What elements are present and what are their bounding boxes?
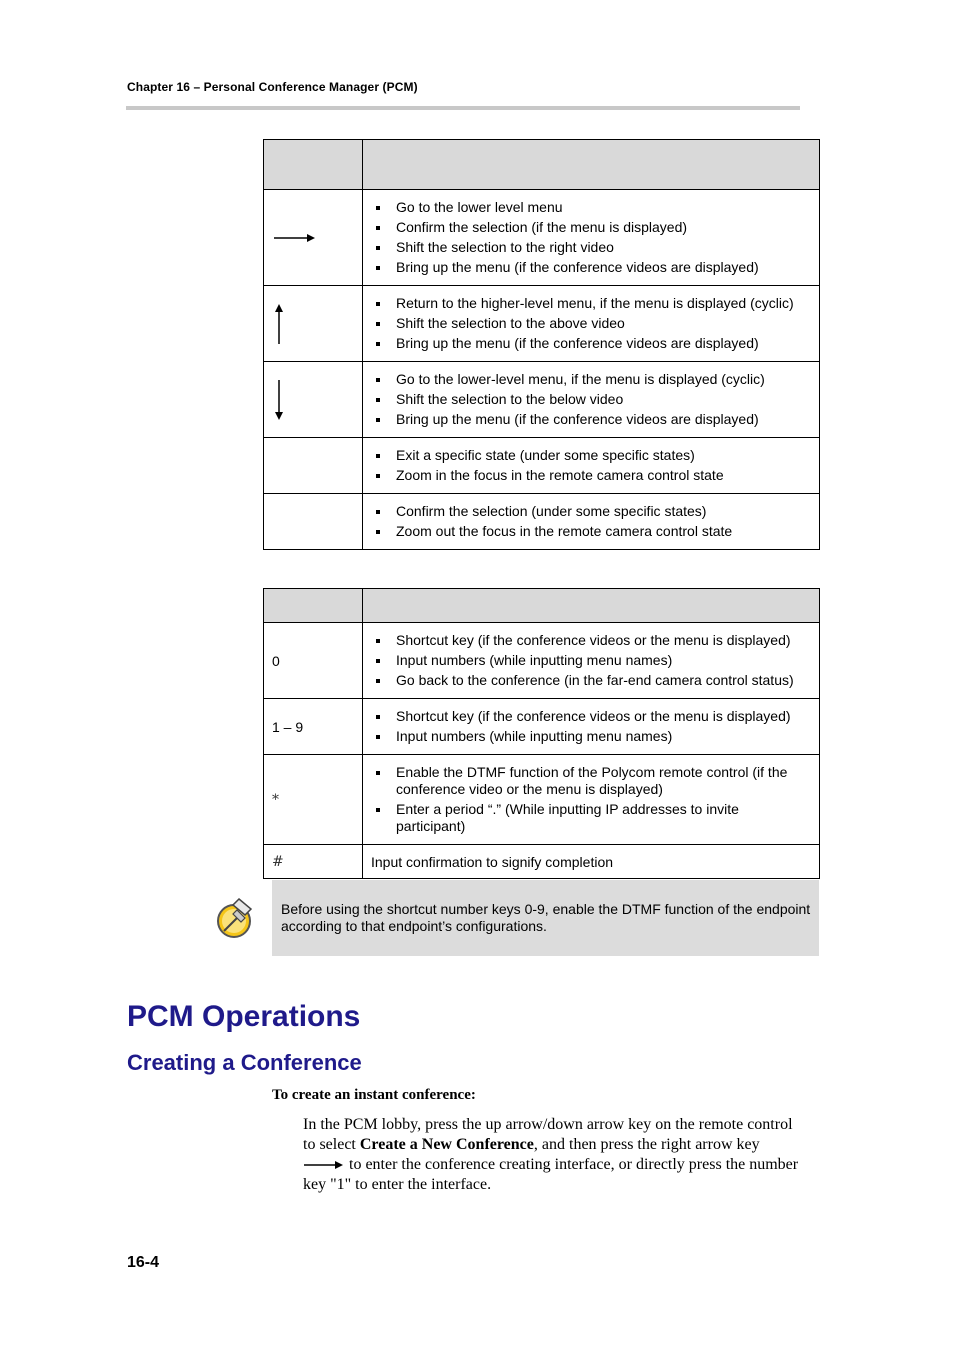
list-item: Input numbers (while inputting menu names): [373, 728, 809, 745]
table-header-description: [363, 589, 820, 623]
list-item: Exit a specific state (under some specific states): [373, 447, 809, 464]
list-item: Input numbers (while inputting menu names): [373, 652, 809, 669]
description-cell: Input confirmation to signify completion: [363, 845, 820, 879]
key-cell: #: [264, 845, 363, 879]
right-arrow-icon: [273, 231, 317, 245]
key-cell: *: [264, 755, 363, 845]
list-item: Return to the higher-level menu, if the menu is displayed (cyclic): [373, 295, 809, 312]
section-title: PCM Operations: [127, 1000, 361, 1033]
table-header-key: [264, 140, 363, 190]
description-cell: [363, 438, 820, 494]
table-header-description: [363, 140, 820, 190]
paragraph-text: , and then press the right arrow key: [533, 1136, 760, 1153]
header-rule: [126, 106, 800, 110]
number-keys-table: [263, 588, 820, 879]
description-cell: [363, 755, 820, 845]
note-text: Before using the shortcut number keys 0-9, enable the DTMF function of the endpoint according to that endpoint’s configurations.: [281, 901, 811, 934]
key-cell: [264, 494, 363, 550]
table-row: [264, 699, 820, 755]
list-item: Bring up the menu (if the conference videos are displayed): [373, 259, 809, 276]
paragraph-bold-text: Create a New Conference: [359, 1136, 534, 1153]
key-cell: [264, 438, 363, 494]
right-arrow-icon: [303, 1159, 345, 1171]
list-item: Zoom out the focus in the remote camera control state: [373, 523, 809, 540]
paragraph-text: to enter the conference creating interface, or directly press the number key "1" to enter the interface.: [303, 1156, 799, 1193]
table-row: [264, 755, 820, 845]
table-row: [264, 362, 820, 438]
list-item: Go to the lower-level menu, if the menu is displayed (cyclic): [373, 371, 809, 388]
table-row: [264, 438, 820, 494]
key-cell: 0: [264, 623, 363, 699]
table-header-key: [264, 589, 363, 623]
paragraph-text: In the PCM lobby, press the up arrow/down arrow key on the remote control to select: [303, 1116, 793, 1153]
page-number: 16-4: [127, 1254, 160, 1271]
table-row: [264, 286, 820, 362]
table-row: [264, 494, 820, 550]
table-row: [264, 190, 820, 286]
subsection-title: Creating a Conference: [127, 1050, 362, 1075]
down-arrow-icon: [272, 378, 286, 422]
list-item: Confirm the selection (under some specific states): [373, 503, 809, 520]
up-arrow-icon: [272, 302, 286, 346]
description-cell: [363, 494, 820, 550]
note-pin-icon: [215, 896, 257, 940]
key-cell: [264, 190, 363, 286]
procedure-paragraph: [303, 1115, 803, 1195]
key-cell: 1 – 9: [264, 699, 363, 755]
procedure-title: To create an instant conference:: [272, 1087, 476, 1103]
table-header-row: [264, 140, 820, 190]
list-item: Enter a period “.” (While inputting IP addresses to invite participant): [373, 801, 809, 835]
table-header-row: [264, 589, 820, 623]
description-cell: [363, 190, 820, 286]
table-row: [264, 623, 820, 699]
list-item: Confirm the selection (if the menu is displayed): [373, 219, 809, 236]
list-item: Shift the selection to the above video: [373, 315, 809, 332]
list-item: Go to the lower level menu: [373, 199, 809, 216]
key-cell: [264, 286, 363, 362]
list-item: Shortcut key (if the conference videos or the menu is displayed): [373, 632, 809, 649]
list-item: Bring up the menu (if the conference videos are displayed): [373, 411, 809, 428]
chapter-header: Chapter 16 – Personal Conference Manager (PCM): [127, 80, 418, 94]
list-item: Go back to the conference (in the far-end camera control status): [373, 672, 809, 689]
list-item: Shift the selection to the below video: [373, 391, 809, 408]
key-cell: [264, 362, 363, 438]
description-cell: [363, 362, 820, 438]
list-item: Enable the DTMF function of the Polycom remote control (if the conference video or the menu is displayed): [373, 764, 809, 798]
table-row: [264, 845, 820, 879]
list-item: Shift the selection to the right video: [373, 239, 809, 256]
description-cell: [363, 699, 820, 755]
list-item: Zoom in the focus in the remote camera control state: [373, 467, 809, 484]
description-cell: [363, 623, 820, 699]
list-item: Bring up the menu (if the conference videos are displayed): [373, 335, 809, 352]
note-box: [272, 880, 819, 956]
description-cell: [363, 286, 820, 362]
list-item: Shortcut key (if the conference videos or the menu is displayed): [373, 708, 809, 725]
navigation-keys-table: [263, 139, 820, 550]
